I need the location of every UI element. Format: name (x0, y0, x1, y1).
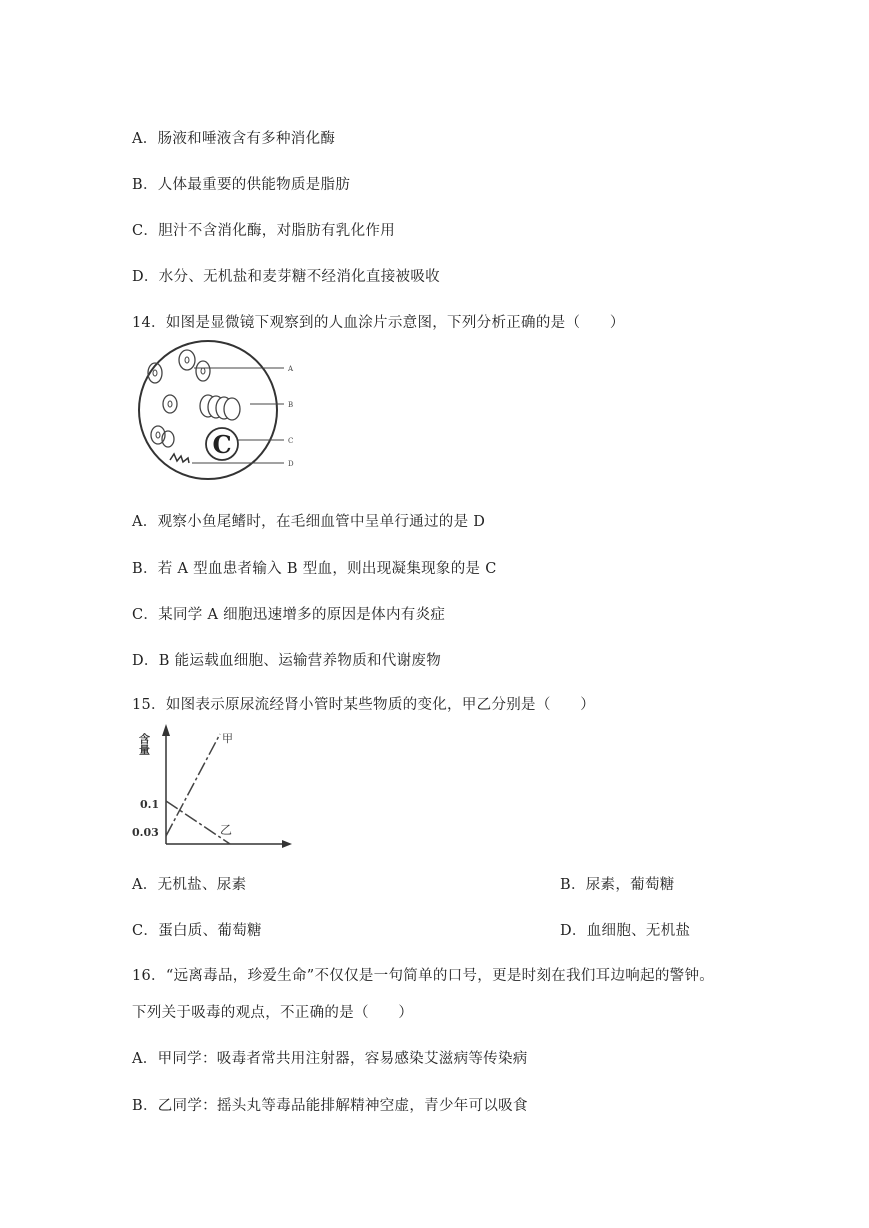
red-blood-cell (179, 350, 195, 370)
q13-option-a: A．肠液和唾液含有多种消化酶 (132, 131, 336, 147)
q14-option-d: D．B 能运载血细胞、运输营养物质和代谢废物 (132, 653, 441, 669)
tick-low: 0.03 (132, 826, 159, 839)
red-blood-cell (196, 361, 210, 381)
label-c: C (288, 437, 294, 445)
red-blood-cell (224, 398, 240, 420)
white-cell-letter: C (212, 430, 232, 459)
q13-option-d: D．水分、无机盐和麦芽糖不经消化直接被吸收 (132, 269, 440, 285)
q15-option-b: B．尿素，葡萄糖 (560, 877, 675, 893)
q13-option-c: C．胆汁不含消化酶，对脂肪有乳化作用 (132, 223, 395, 239)
q16-stem-line1: 16．“远离毒品，珍爱生命”不仅仅是一句简单的口号，更是时刻在我们耳边响起的警钟。 (132, 968, 715, 984)
q14-option-a: A．观察小鱼尾鳍时，在毛细血管中呈单行通过的是 D (132, 514, 486, 530)
q14-stem: 14．如图是显微镜下观察到的人血涂片示意图，下列分析正确的是（ ） (132, 315, 625, 331)
q16-option-b: B．乙同学：摇头丸等毒品能排解精神空虚，青少年可以吸食 (132, 1098, 528, 1114)
tick-high: 0.1 (140, 798, 160, 811)
q15-option-d: D．血细胞、无机盐 (560, 923, 691, 939)
q15-stem: 15．如图表示原尿流经肾小管时某些物质的变化，甲乙分别是（ ） (132, 697, 596, 713)
q14-option-c: C．某同学 A 细胞迅速增多的原因是体内有炎症 (132, 607, 446, 623)
q13-option-b: B．人体最重要的供能物质是脂肪 (132, 177, 351, 193)
label-a: A (288, 365, 294, 373)
label-b: B (288, 401, 294, 409)
y-axis-label: 含量 (137, 733, 151, 755)
series-yi-label: 乙 (220, 823, 233, 837)
q16-stem-line2: 下列关于吸毒的观点，不正确的是（ ） (132, 1005, 414, 1021)
platelets (170, 454, 189, 463)
q14-option-b: B．若 A 型血患者输入 B 型血，则出现凝集现象的是 C (132, 561, 497, 577)
series-jia-line (166, 734, 220, 836)
q15-option-a: A．无机盐、尿素 (132, 877, 247, 893)
blood-smear-figure (130, 340, 305, 480)
red-blood-cell (163, 395, 177, 413)
series-jia-label: 甲 (222, 732, 233, 745)
label-d: D (288, 460, 294, 468)
urine-concentration-figure (128, 718, 298, 853)
q16-option-a: A．甲同学：吸毒者常共用注射器，容易感染艾滋病等传染病 (132, 1051, 528, 1067)
q15-option-c: C．蛋白质、葡萄糖 (132, 923, 262, 939)
